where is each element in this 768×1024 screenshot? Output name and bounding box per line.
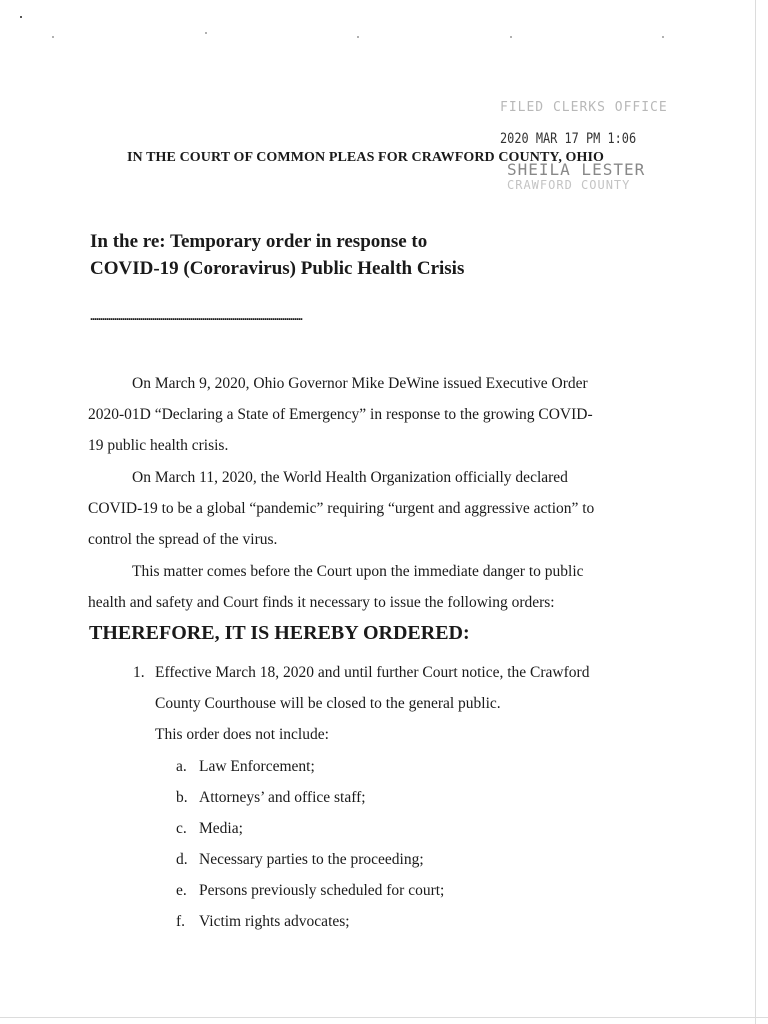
- scan-speck: [662, 36, 664, 38]
- exception-text: Media;: [199, 820, 243, 837]
- exception-letter: f.: [176, 913, 186, 930]
- paragraph-line: This matter comes before the Court upon the immediate danger to public: [132, 563, 584, 580]
- exception-text: Victim rights advocates;: [199, 913, 350, 930]
- paragraph-line: On March 9, 2020, Ohio Governor Mike DeWine issued Executive Order: [132, 375, 588, 392]
- exception-letter: d.: [176, 851, 188, 868]
- paragraph-line: 2020-01D “Declaring a State of Emergency” in response to the growing COVID-: [88, 406, 593, 423]
- scan-edge: [755, 0, 756, 1024]
- paragraph-line: 19 public health crisis.: [88, 437, 229, 454]
- exception-text: Necessary parties to the proceeding;: [199, 851, 424, 868]
- scan-speck: [20, 16, 22, 18]
- scan-speck: [52, 36, 54, 38]
- ordered-heading: THEREFORE, IT IS HEREBY ORDERED:: [89, 622, 470, 644]
- exception-letter: e.: [176, 882, 187, 899]
- exception-text: Attorneys’ and office staff;: [199, 789, 366, 806]
- paragraph-court-finding: [88, 556, 668, 618]
- paragraph-line: On March 11, 2020, the World Health Organization officially declared: [132, 469, 568, 486]
- paragraph-line: health and safety and Court finds it necessary to issue the following orders:: [88, 594, 555, 611]
- scan-edge: [0, 1017, 768, 1018]
- item-text-line: County Courthouse will be closed to the general public.: [155, 695, 501, 712]
- filed-stamp-county: CRAWFORD COUNTY: [507, 178, 631, 192]
- scan-speck: [357, 36, 359, 38]
- scan-speck: [205, 32, 207, 34]
- caption-line: In the re: Temporary order in response to: [90, 231, 428, 252]
- filed-stamp-clerk: SHEILA LESTER: [507, 160, 646, 179]
- exception-letter: c.: [176, 820, 187, 837]
- scan-speck: [510, 36, 512, 38]
- case-caption: [90, 228, 464, 282]
- paragraph-who-declaration: [88, 462, 668, 555]
- exception-letter: a.: [176, 758, 187, 775]
- separator-line: ..........................................................................................................: [90, 312, 302, 320]
- exception-letter: b.: [176, 789, 188, 806]
- exception-text: Persons previously scheduled for court;: [199, 882, 445, 899]
- item-text-line: This order does not include:: [155, 726, 329, 743]
- exception-text: Law Enforcement;: [199, 758, 315, 775]
- court-heading: IN THE COURT OF COMMON PLEAS FOR CRAWFORD COUNTY, OHIO: [127, 150, 605, 165]
- item-text-line: Effective March 18, 2020 and until further Court notice, the Crawford: [155, 664, 590, 681]
- item-number: 1.: [133, 664, 145, 681]
- caption-line: COVID-19 (Cororavirus) Public Health Crisis: [90, 258, 465, 279]
- paragraph-line: COVID-19 to be a global “pandemic” requiring “urgent and aggressive action” to: [88, 500, 595, 517]
- paragraph-line: control the spread of the virus.: [88, 531, 278, 548]
- filed-stamp-line: FILED CLERKS OFFICE: [500, 100, 668, 115]
- paragraph-governor-order: [88, 368, 668, 461]
- filed-stamp-date: 2020 MAR 17 PM 1:06: [500, 131, 637, 147]
